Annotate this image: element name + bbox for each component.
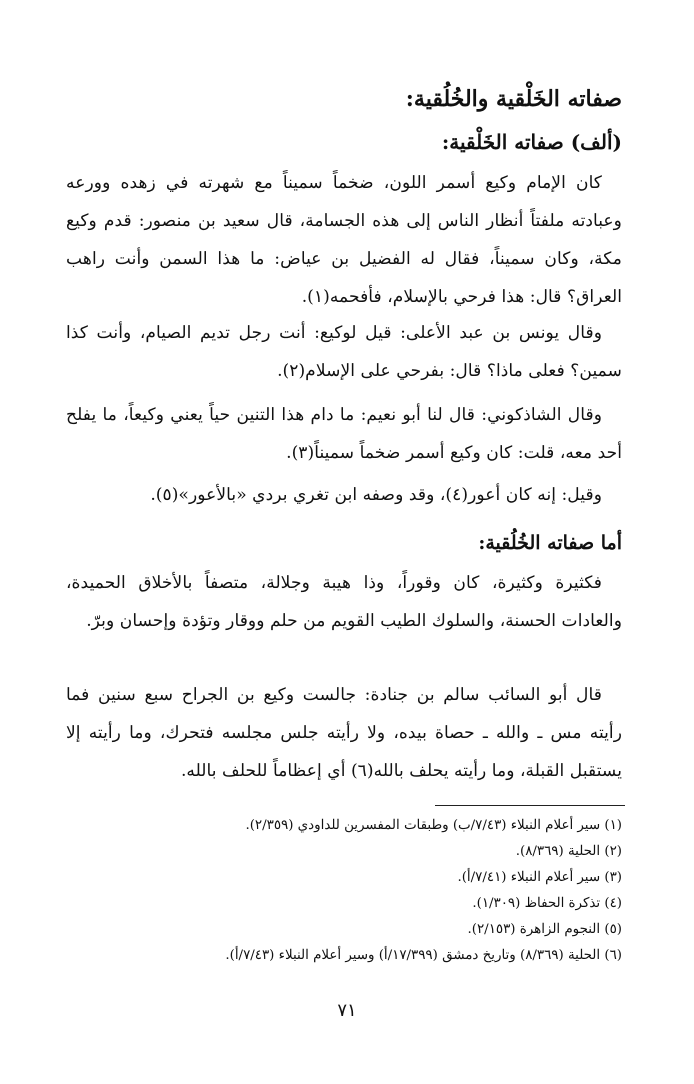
section-a-paragraph-3	[66, 396, 622, 472]
footnote-3: (٣) سير أعلام النبلاء (٧/٤١/أ).	[457, 870, 622, 885]
footnote-4: (٤) تذكرة الحفاظ (١/٣٠٩).	[472, 896, 622, 911]
footnote-5: (٥) النجوم الزاهرة (٢/١٥٣).	[467, 922, 622, 937]
paragraph-text: وقال يونس بن عبد الأعلى: قيل لوكيع: أنت رجل تديم الصيام، وأنت كذا سمين؟ فعلى ماذا؟ قال: بفرحي على الإسلام(٢).	[66, 323, 622, 381]
footnote-1: (١) سير أعلام النبلاء (٧/٤٣/ب) وطبقات المفسرين للداودي (٢/٣٥٩).	[245, 818, 622, 833]
section-a-paragraph-4	[66, 476, 622, 514]
section-b-heading: أما صفاته الخُلُقية:	[478, 532, 622, 554]
section-a-heading: (ألف) صفاته الخَلْقية:	[441, 130, 622, 154]
footnote-6: (٦) الحلية (٨/٣٦٩) وتاريخ دمشق (١٧/٣٩٩/أ) وسير أعلام النبلاء (٧/٤٣/أ).	[225, 948, 622, 963]
section-a-paragraph-1	[66, 164, 622, 316]
footnote-2: (٢) الحلية (٨/٣٦٩).	[515, 844, 622, 859]
section-b-paragraph-1	[66, 564, 622, 640]
page-title: صفاته الخَلْقية والخُلُقية:	[405, 86, 622, 112]
paragraph-text: وقال الشاذكوني: قال لنا أبو نعيم: ما دام هذا التنين حياً يعني وكيعاً، ما يفلح أحد معه، قلت: كان وكيع أسمر ضخماً سميناً(٣).	[66, 405, 622, 463]
paragraph-text: وقيل: إنه كان أعور(٤)، وقد وصفه ابن تغري بردي «بالأعور»(٥).	[150, 485, 602, 505]
page-number: ٧١	[337, 1000, 357, 1021]
paragraph-text: كان الإمام وكيع أسمر اللون، ضخماً سميناً مع شهرته في زهده وورعه وعبادته ملفتاً أنظار الناس إلى هذه الجسامة، قال سعيد بن منصور: قدم وكيع مكة، وكان سميناً، فقال له الفضيل بن عياض: ما هذا السمن وأنت راهب العراق؟ قال: هذا فرحي بالإسلام، فأفحمه(١).	[66, 173, 622, 307]
section-b-paragraph-2	[66, 676, 622, 790]
footnote-divider	[435, 805, 625, 806]
section-a-paragraph-2	[66, 314, 622, 390]
paragraph-text: قال أبو السائب سالم بن جنادة: جالست وكيع بن الجراح سبع سنين فما رأيته مس ـ والله ـ حصاة بيده، ولا رأيته جلس مجلسه فتحرك، وما رأيته إلا يستقبل القبلة، وما رأيته يحلف بالله(٦) أي إعظاماً للحلف بالله.	[66, 685, 622, 781]
paragraph-text: فكثيرة وكثيرة، كان وقوراً، وذا هيبة وجلالة، متصفاً بالأخلاق الحميدة، والعادات الحسنة، والسلوك الطيب القويم من حلم ووقار وتؤدة وإحسان وبرّ.	[66, 573, 622, 631]
